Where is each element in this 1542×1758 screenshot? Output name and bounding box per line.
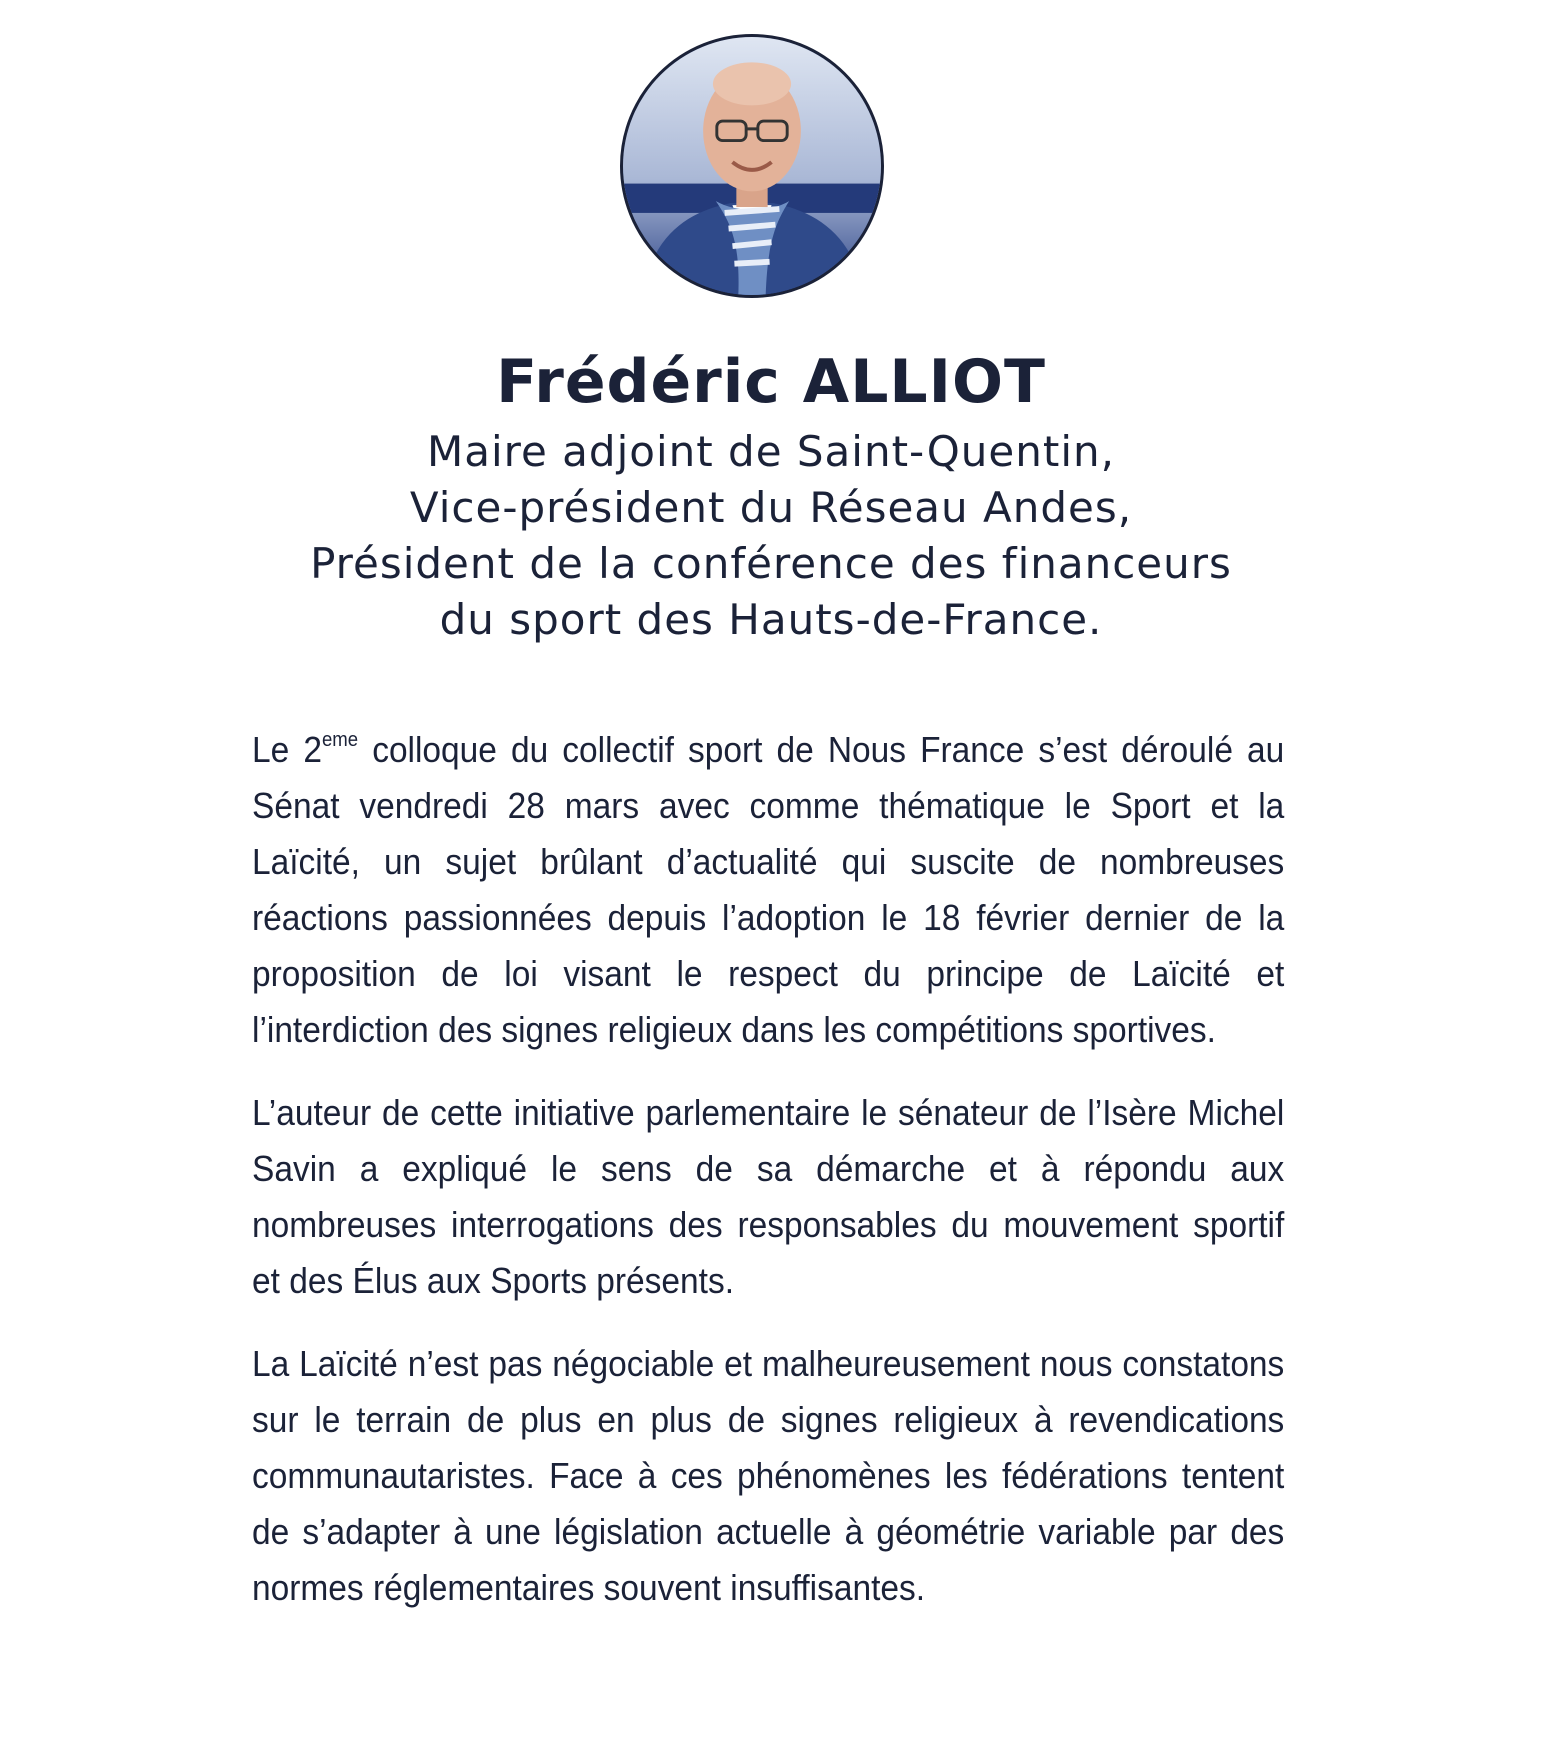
paragraph-2: L’auteur de cette initiative parlementaire le sénateur de l’Isère Michel Savin a expliqué le sens de sa démarche et à répondu aux nombreuses interrogations des responsables du mouvement sportif et des Élus aux Sports présents.: [252, 1092, 1285, 1301]
person-name: Frédéric ALLIOT: [496, 347, 1046, 417]
role-line-3: Président de la conférence des financeurs: [310, 539, 1232, 588]
paragraph-1-start: Le 2: [252, 729, 322, 770]
paragraph-3: La Laïcité n’est pas négociable et malheureusement nous constatons sur le terrain de plus en plus de signes religieux à revendications communautaristes. Face à ces phénomènes les fédérations tentent de s’adapter à une législation actuelle à géométrie variable par des normes réglementaires souvent insuffisantes.: [252, 1343, 1285, 1608]
paragraph-1: [252, 722, 1284, 1058]
ordinal-suffix: eme: [321, 729, 359, 751]
profile-photo: [620, 34, 884, 298]
profile-header: [0, 340, 1542, 648]
role-line-2: Vice-président du Réseau Andes,: [409, 483, 1133, 532]
article-body: [252, 722, 1285, 1643]
role-line-1: Maire adjoint de Saint-Quentin,: [427, 427, 1115, 476]
paragraph-1-rest: colloque du collectif sport de Nous France s’est déroulé au Sénat vendredi 28 mars avec comme thématique le Sport et la Laïcité, un sujet brûlant d’actualité qui suscite de nombreuses réactions passionnées depuis l’adoption le 18 février dernier de la proposition de loi visant le respect du principe de Laïcité et l’interdiction des signes religieux dans les compétitions sportives.: [252, 729, 1285, 1050]
role-line-4: du sport des Hauts-de-France.: [439, 595, 1103, 644]
